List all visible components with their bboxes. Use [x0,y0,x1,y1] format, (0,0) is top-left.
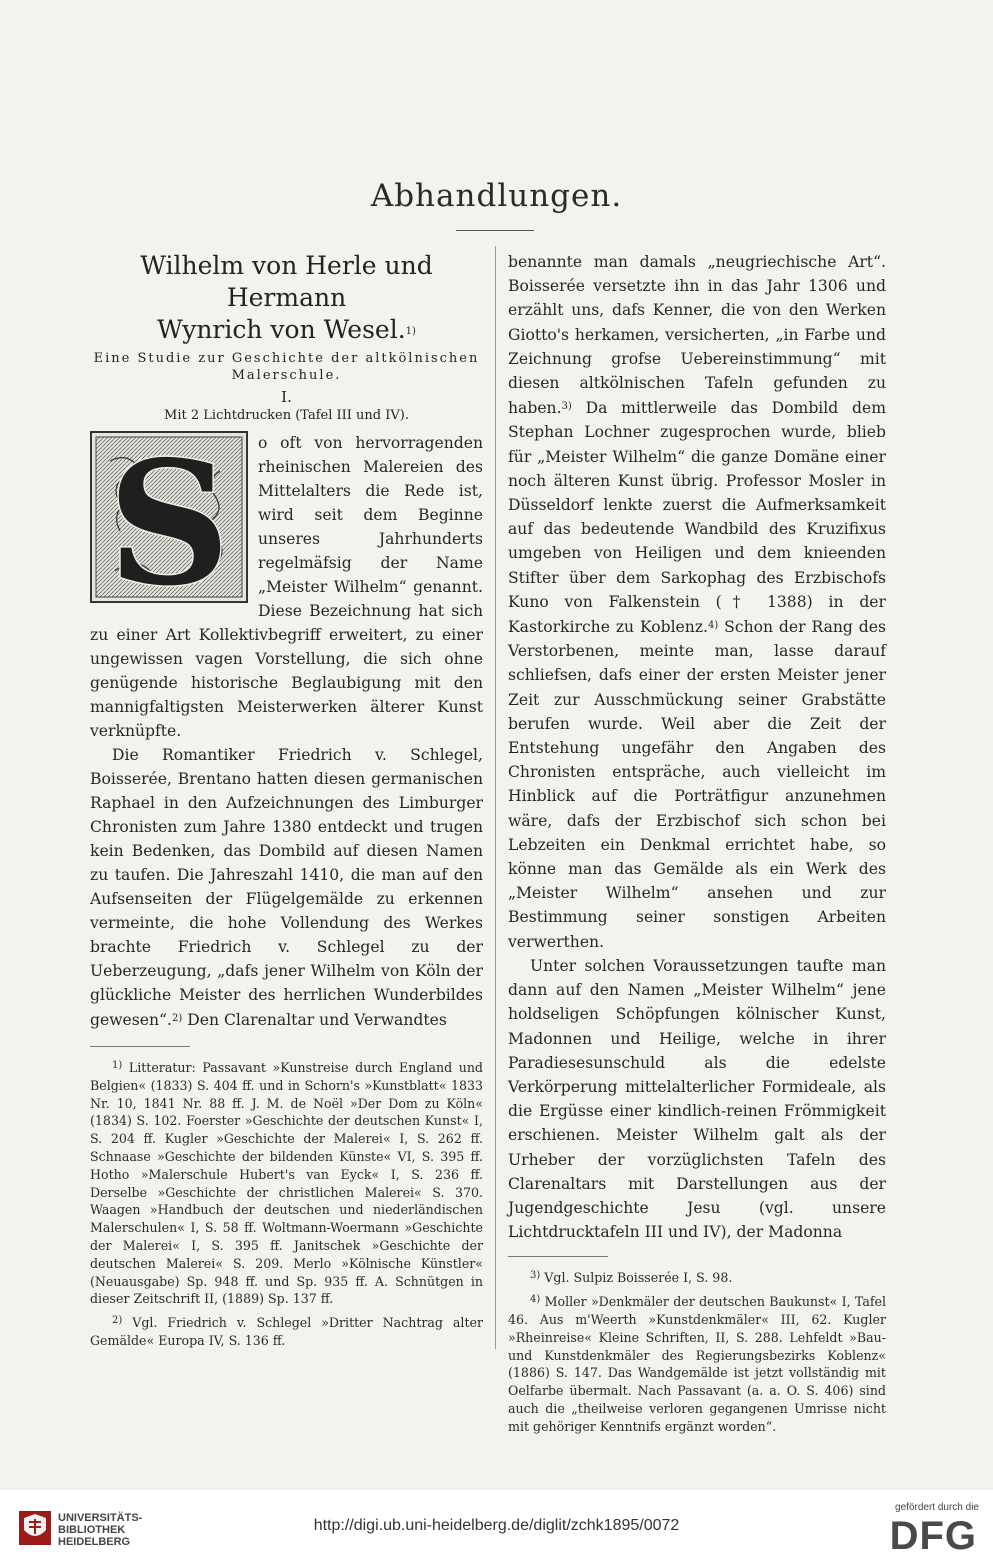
right-column [508,250,886,1440]
library-line-3: HEIDELBERG [58,1536,131,1548]
footnote-rule [90,1046,190,1047]
footnote-4 [508,1291,886,1435]
footnote-1-num: 1) [112,1060,123,1071]
left-paragraph-2-text: Die Romantiker Friedrich v. Schlegel, Boisserée, Brentano hatten diesen germanischen Raphael in den Aufzeichnungen des Limburger Chronisten zum Jahre 1380 entdeckt und trugen kein Bedenken, das Dombild auf diesen Namen zu taufen. Die Jahreszahl 1410, die man auf den Aufsenseiten der Flügelgemälde zu erkennen vermeinte, die hohe Vollendung des Werkes brachte Friedrich v. Schlegel zu der Ueberzeugung, „dafs jener Wilhelm von Köln der glückliche Meister des herrlichen Wunderbildes gewesen“. [90,746,483,1029]
left-paragraph-2-end: Den Clarenaltar und Verwandtes [182,1011,447,1029]
library-line-1: UNIVERSITÄTS- [58,1512,143,1524]
title-line-1: Wilhelm von Herle und Hermann [140,251,433,312]
footnote-4-num: 4) [530,1294,541,1306]
footnote-rule-right [508,1256,608,1257]
footnote-4-text: Moller »Denkmäler der deutschen Baukunst« I, Tafel 46. Aus m'Weerth »Kunstdenkmäler« III, 62. Kugler »Rheinreise« Kleine Schriften, II, S. 288. Lehfeldt »Bau- und Kunstdenkmäler des Regierungsbezirks Koblenz« (1886) S. 147. Das Wandgemälde ist jetzt vollständig mit Oelfarbe übermalt. Nach Passavant (a. a. O. S. 406) sind auch die „theilweise verloren gegangenen Umrisse nicht mit gehöriger Kenntnifs ergänzt worden“. [508,1294,886,1434]
dfg-logo: DFG [889,1514,977,1558]
footnote-2-text: Vgl. Friedrich v. Schlegel »Dritter Nachtrag alter Gemälde« Europa IV, S. 136 ff. [90,1315,483,1348]
footnote-3-num: 3) [530,1270,541,1282]
ornamental-initial [90,431,248,603]
right-paragraph-1-c: Schon der Rang des Verstorbenen, meinte man, lasse darauf schliefsen, dafs einer der ersten Meister jener Zeit zur Ausschmückung seiner Grabstätte berufen wurde. Weil aber die Zeit der Entstehung ungefähr den Angaben des Chronisten entspräche, auch vielleicht im Hinblick auf die Porträtfigur anzunehmen wäre, dafs der Erzbischof sich schon bei Lebzeiten ein Denkmal errichtet habe, so könne man das Gemälde als ein Werk des „Meister Wilhelm“ ansehen und zur Bestimmung seiner sonstigen Arbeiten verwerthen. [508,618,886,951]
article-title [90,250,483,348]
footnote-1 [90,1057,483,1308]
left-column [90,250,483,1354]
right-paragraph-2: Unter solchen Voraussetzungen taufte man dann auf den Namen „Meister Wilhelm“ jene holdseligen Schöpfungen kölnischer Kunst, Madonnen und Heilige, welche in ihrer Paradiesesunschuld als die edelste Verkörperung mittelalterlicher Formideale, als die Ergüsse einer kindlich-reinen Frömmigkeit erschienen. Meister Wilhelm galt als der Urheber der vorzüglichsten Tafeln des Clarenaltars mit Darstellungen aus der Jugendgeschichte Jesu (vgl. unsere Lichtdrucktafeln III und IV), der Madonna [508,956,886,1242]
title-footnote-ref: 1) [405,326,416,337]
heading-rule [456,230,534,231]
left-paragraph-1: o oft von hervorragenden rheinischen Malereien des Mittelalters die Rede ist, wird seit dem Beginne unseres Jahrhunderts regelmäfsig der Name „Meister Wilhelm“ genannt. Diese Bezeichnung hat sich zu einer Art Kollektivbegriff erweitert, zu einer ungewissen vagen Vorstellung, die sich ohne genügende historische Beglaubigung mit den mannigfaltigsten Meisterwerken älterer Kunst verknüpfte. [90,434,483,740]
library-line-2: BIBLIOTHEK [58,1524,126,1536]
footnote-2-num: 2) [112,1315,123,1327]
digitization-url-link[interactable]: http://digi.ub.uni-heidelberg.de/diglit/zchk1895/0072 [313,1517,680,1534]
footer-bar [0,1490,993,1565]
footnote-3 [508,1267,886,1287]
footnote-ref-2: 2) [172,1013,183,1024]
left-paragraph-2 [90,743,483,1032]
footnote-ref-4: 4) [708,620,719,632]
section-number: I. [281,388,292,406]
article-subtitle: Eine Studie zur Geschichte der altkölnischen Malerschule. [93,351,480,383]
funded-by-label: gefördert durch die [895,1502,979,1513]
column-divider [495,246,496,1349]
footnote-3-text: Vgl. Sulpiz Boisserée I, S. 98. [544,1270,733,1286]
plate-note: Mit 2 Lichtdrucken (Tafel III und IV). [164,408,409,423]
dropcap-letter: S [107,431,231,603]
right-paragraph-1-b: Da mittlerweile das Dombild dem Stephan Lochner zugesprochen wurde, blieb für „Meister Wilhelm“ die ganze Domäne einer noch älteren Kunst übrig. Professor Mosler in Düsseldorf lenkte zuerst die Aufmerksamkeit auf das bedeutende Wandbild des Kruzifixus umgeben von Heiligen und dem knieenden Stifter über dem Sarkophag des Erzbischofs Kuno von Falkenstein († 1388) in der Kastorkirche zu Koblenz. [508,399,886,637]
right-paragraph-1 [508,250,886,954]
title-line-2: Wynrich von Wesel. [157,315,406,344]
footnote-1-text: Litteratur: Passavant »Kunstreise durch England und Belgien« (1833) S. 404 ff. und in Schorn's »Kunstblatt« 1833 Nr. 10, 1841 Nr. 88 ff. J. M. de Noël »Der Dom zu Köln« (1834) S. 102. Foerster »Geschichte der deutschen Kunst« I, S. 204 ff. Kugler »Geschichte der Malerei« I, S. 262 ff. Schnaase »Geschichte der bildenden Künste« VI, S. 395 ff. Hotho »Malerschule Hubert's van Eyck« I, S. 236 ff. Derselbe »Geschichte der christlichen Malerei« S. 370. Waagen »Handbuch der deutschen und niederländischen Malerschulen« I, S. 58 ff. Woltmann-Woermann »Geschichte der Malerei« I, S. 395 ff. Janitschek »Geschichte der deutschen Malerei« S. 209. Merlo »Kölnische Künstler« (Neuausgabe) Sp. 948 ff. und Sp. 935 ff. A. Schnütgen in dieser Zeitschrift II, (1889) Sp. 137 ff. [90,1060,483,1307]
right-paragraph-1-a: benannte man damals „neugriechische Art“. Boisserée versetzte ihn in das Jahr 1306 und erzählt uns, dafs Kenner, die von den Werken Giotto's herkamen, versicherten, „in Farbe und Zeichnung grofse Uebereinstimmung“ mit diesen altkölnischen Tafeln gefunden zu haben. [508,253,886,418]
ornamental-initial-image [90,431,248,603]
footnote-2 [90,1312,483,1350]
page-heading: Abhandlungen. [370,178,623,214]
footnote-ref-3: 3) [561,401,572,413]
